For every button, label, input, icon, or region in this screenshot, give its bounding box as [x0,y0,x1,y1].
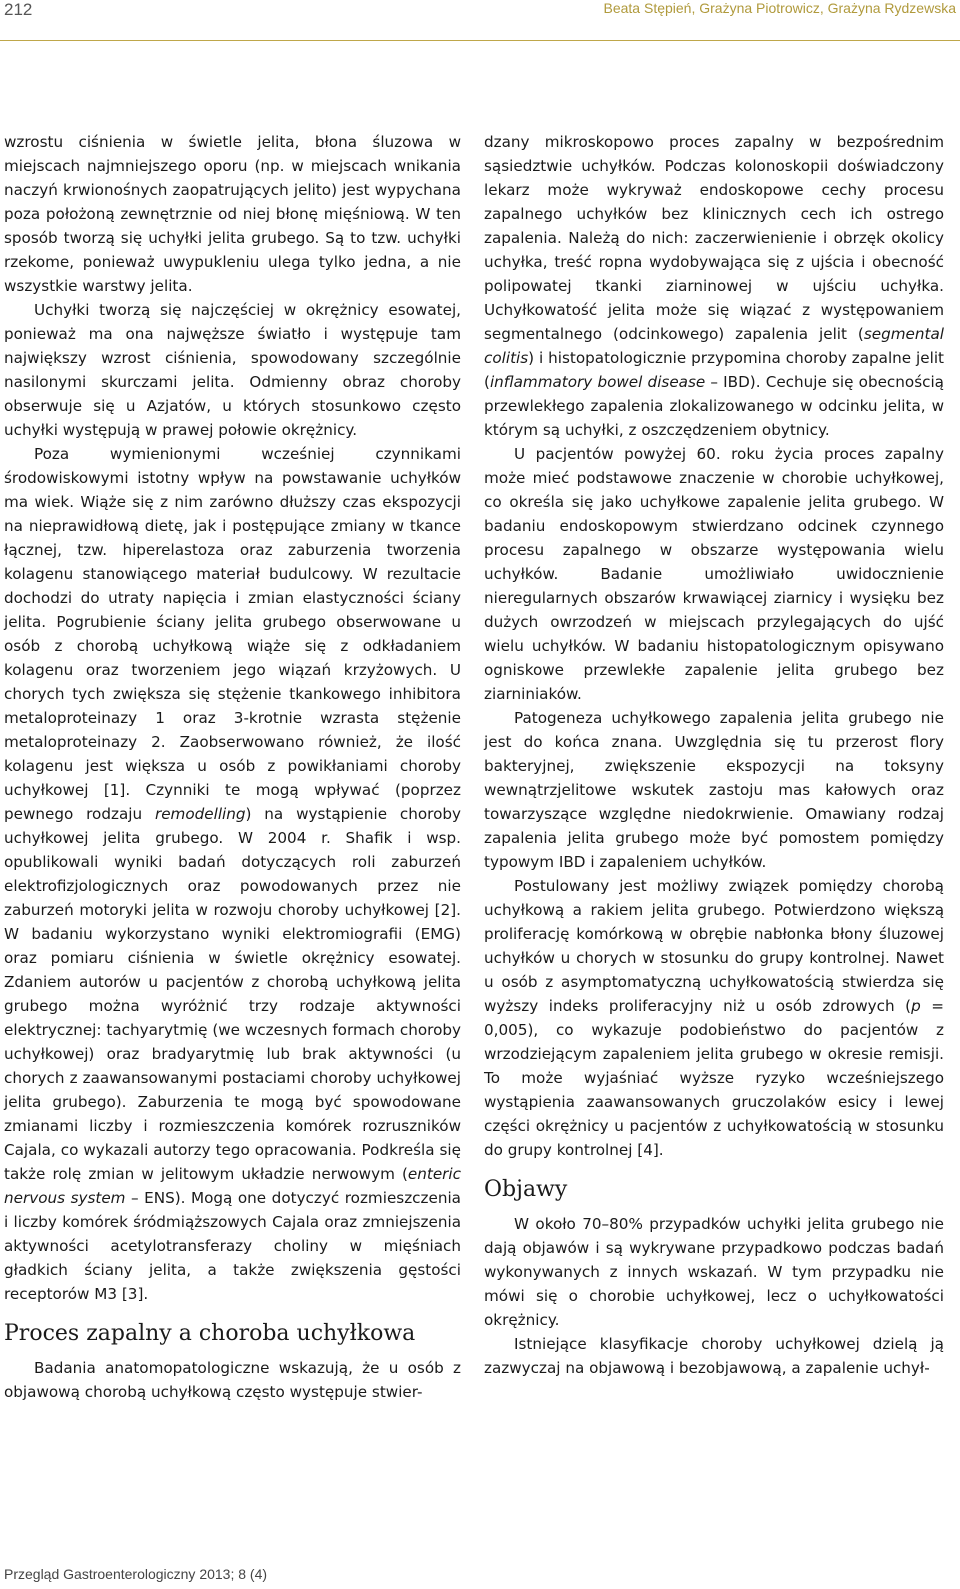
left-column [4,130,461,1404]
paragraph: U pacjentów powyżej 60. roku życia proces zapalny może mieć podstawowe znaczenie w chorobie uchyłkowej, co określa się jako uchyłkowe zapalenie jelita grubego. W badaniu endoskopowym stwierdzano odcinek czynnego procesu zapalnego w obszarze występowania wielu uchyłków. Badanie umożliwiało uwidocznienie nieregularnych obszarów krwawiącej ziarnicy i wysięku bez dużych owrzodzeń w miejscach przylegających do ujść wielu uchyłków. W badaniu histopatologicznym opisywano ogniskowe przewlekłe zapalenie jelita grubego bez ziarniniaków. [484,445,944,703]
paragraph: wzrostu ciśnienia w świetle jelita, błona śluzowa w miejscach najmniejszego oporu (np. w miejscach wnikania naczyń krwionośnych zaopatrujących jelito) jest wypychana poza położoną zewnętrznie od niej błonę mięśniową. W ten sposób tworzą się uchyłki jelita grubego. Są to tzw. uchyłki rzekome, ponieważ uwypukleniu ulega tylko jedna, a nie wszystkie warstwy jelita. [4,133,461,295]
italic-term: enteric nervous system [4,1165,461,1207]
text-span: – IBD). Cechuje się obecnością przewlekłego zapalenia zlokalizowanego w odcinku jelita, w którym są uchyłki, z oszczędzeniem obytnicy. [484,373,944,439]
text-span: – ENS). Mogą one dotyczyć rozmieszczenia i liczby komórek śródmiąższowych Cajala oraz zmniejszenia aktywności acetylotransferazy choliny w mięśniach gładkich ściany jelita, a także zwiększenia gęstości receptorów M3 [3]. [4,1189,461,1303]
paragraph [4,442,461,1306]
text-span: Postulowany jest możliwy związek pomiędzy chorobą uchyłkową a rakiem jelita grubego. Potwierdzono większą proliferację komórkową w obrębie nabłonka błony śluzowej uchyłków u chorych w stosunku do grupy kontrolnej. Nawet u osób z asymptomatyczną uchyłkowatością stwierdza się wyższy indeks proliferacyjny niż u osób zdrowych ( [484,877,944,1015]
italic-term: inflammatory bowel disease [489,373,706,391]
paragraph: W około 70–80% przypadków uchyłki jelita grubego nie dają objawów i są wykrywane przypadkowo podczas badań wykonywanych z innych wskazań. W tym przypadku nie mówi się o chorobie uchyłkowej, lecz o uchyłkowatości okrężnicy. [484,1215,944,1329]
section-heading-inflammation: Proces zapalny a choroba uchyłkowa [4,1321,416,1346]
text-span: = 0,005), co wykazuje podobieństwo do pacjentów z wrzodziejącym zapaleniem jelita grubego w okresie remisji. To może wyjaśniać wyższe ryzyko wcześniejszego wystąpienia zaawansowanych gruczolaków esicy i lewej części okrężnicy u pacjentów z uchyłkowatością w stosunku do grupy kontrolnej [4]. [484,997,944,1159]
paragraph: Uchyłki tworzą się najczęściej w okrężnicy esowatej, ponieważ ma ona najwęższe światło i występuje tam największy wzrost ciśnienia, spowodowany szczególnie nasilonymi skurczami jelita. Odmienny obraz choroby obserwuje się u Azjatów, u których stosunkowo często uchyłki występują w prawej połowie okrężnicy. [4,301,461,439]
italic-term: remodelling [154,805,246,823]
text-span: ) na wystąpienie choroby uchyłkowej jelita grubego. W 2004 r. Shafik i wsp. opublikowali wyniki badań dotyczących roli zaburzeń elektrofizjologicznych oraz powodowanych przez nie zaburzeń motoryki jelita w rozwoju choroby uchyłkowej [2]. W badaniu wykorzystano wyniki elektromiografii (EMG) oraz pomiaru ciśnienia w świetle okrężnicy esowatej. Zdaniem autorów u pacjentów z chorobą uchyłkową jelita grubego można wyróżnić trzy rodzaje aktywności elektrycznej: tachyarytmię (we wczesnych formach choroby uchyłkowej) oraz bradyarytmię lub brak aktywności (u chorych z zaawansowanymi postaciami choroby uchyłkowej jelita grubego). Zaburzenia te mogą być spowodowane zmianami liczby i rozmieszczenia komórek rozruszników Cajala, co wykazali autorzy tego opracowania. Podkreśla się także rolę zmian w jelitowym układzie nerwowym ( [4,805,461,1183]
text-span: Poza wymienionymi wcześniej czynnikami środowiskowymi istotny wpływ na powstawanie uchyłków ma wiek. Wiąże się z nim zarówno dłuższy czas ekspozycji na nieprawidłową dietę, jak i postępujące zmiany w tkance łącznej, tzw. hiperelastoza oraz zaburzenia tworzenia kolagenu stanowiącego materiał budulcowy. W rezultacie dochodzi do utraty napięcia i zmian elastyczności ściany jelita. Pogrubienie ściany jelita grubego obserwowane u osób z chorobą uchyłkową wiąże się z odkładaniem kolagenu oraz tworzeniem jego wiązań krzyżowych. U chorych tych zwiększa się stężenie tkankowego inhibitora metaloproteinazy 1 oraz 3-krotnie wzrasta stężenie metaloproteinazy 2. Zaobserwowano również, że ilość kolagenu jest większa u osób z powikłaniami choroby uchyłkowej [1]. Czynniki te mogą wpływać (poprzez pewnego rodzaju [4,445,461,823]
running-header-authors: Beata Stępień, Grażyna Piotrowicz, Grażyna Rydzewska [603,0,956,16]
paragraph: Patogeneza uchyłkowego zapalenia jelita grubego nie jest do końca znana. Uwzględnia się tu przerost flory bakteryjnej, zwiększenie ekspozycji na toksyny wewnątrzjelitowe wskutek zastoju mas kałowych oraz towarzyszące względne niedokrwienie. Omawiany rodzaj zapalenia jelita grubego może być pomostem pomiędzy typowym IBD i zapaleniem uchyłków. [484,709,944,871]
text-span: ) i histopatologicznie przypomina choroby zapalne jelit ( [484,349,944,391]
section-heading-symptoms: Objawy [484,1177,568,1202]
header-rule [0,40,960,41]
text-span: dzany mikroskopowo proces zapalny w bezpośrednim sąsiedztwie uchyłków. Podczas kolonoskopii doświadczony lekarz może wykryważ endoskopowe cechy procesu zapalnego uchyłków bez klinicznych cech ich ostrego zapalenia. Należą do nich: zaczerwienienie i obrzęk okolicy uchyłka, treść ropna wydobywająca się z ujścia i obecność polipowatej tkanki ziarninowej w ujściu uchyłka. Uchyłkowatość jelita może się wiązać z występowaniem segmentalnego (odcinkowego) zapalenia jelit ( [484,133,944,343]
journal-citation-footer: Przegląd Gastroenterologiczny 2013; 8 (4) [4,1566,268,1582]
paragraph [484,874,944,1162]
page-number: 212 [4,0,33,19]
italic-term: segmental colitis [484,325,944,367]
right-column [484,130,944,1380]
paragraph: Badania anatomopatologiczne wskazują, że u osób z objawową chorobą uchyłkową często występuje stwier- [4,1359,461,1401]
paragraph: Istniejące klasyfikacje choroby uchyłkowej dzielą ją zazwyczaj na objawową i bezobjawową, a zapalenie uchył- [484,1335,944,1377]
italic-term: p [911,997,921,1015]
paragraph [484,130,944,442]
